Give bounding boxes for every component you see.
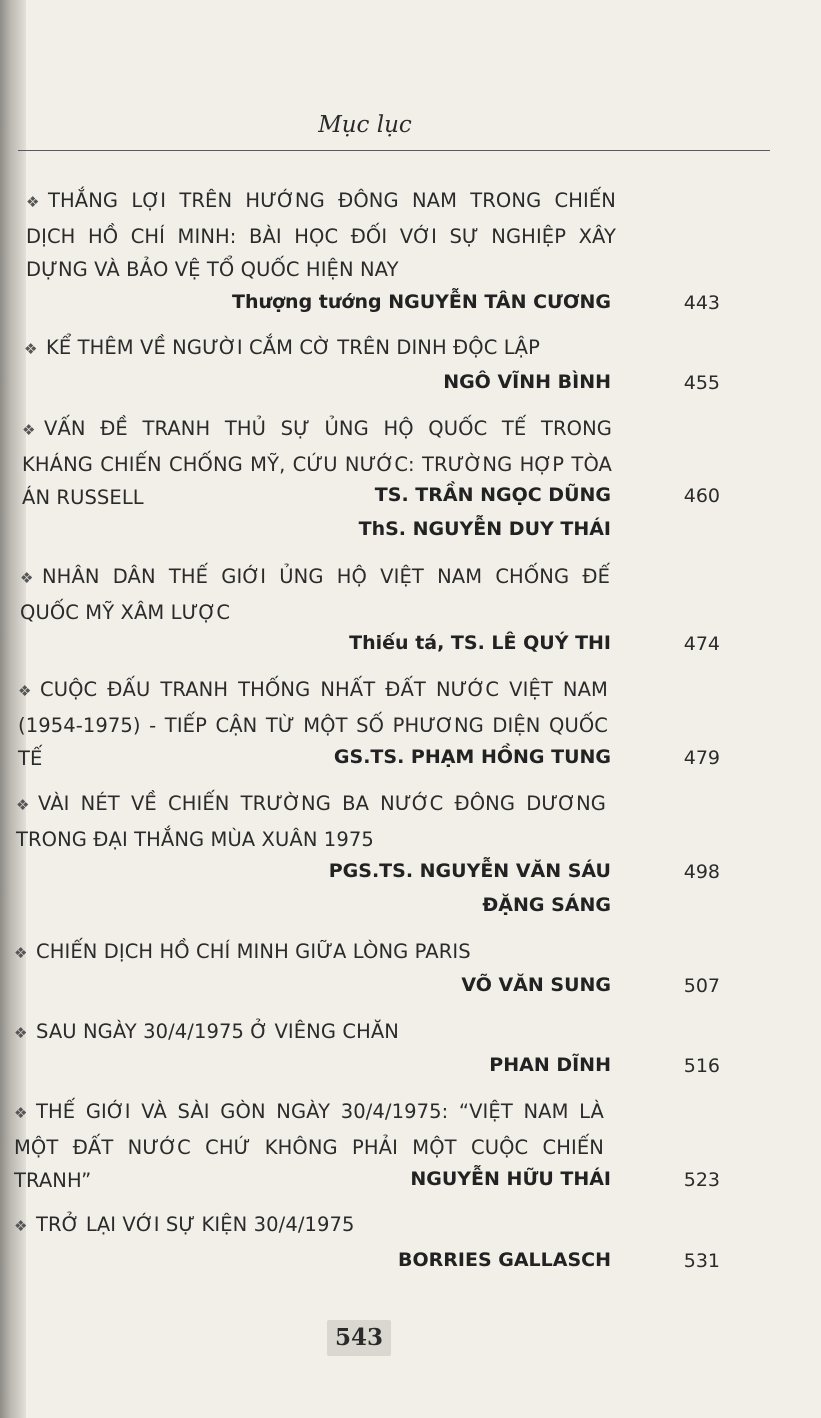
toc-entry-author: PHAN DĨNH xyxy=(489,1054,611,1076)
diamond-bullet-icon: ❖ xyxy=(14,1104,28,1122)
toc-entry-title: ❖ CHIẾN DỊCH HỒ CHÍ MINH GIỮA LÒNG PARIS xyxy=(14,935,604,971)
toc-entry-author: NGÔ VĨNH BÌNH xyxy=(443,371,611,393)
toc-entry-page-number: 455 xyxy=(683,372,720,394)
toc-entry-title: ❖ NHÂN DÂN THẾ GIỚI ỦNG HỘ VIỆT NAM CHỐNG ĐẾ QUỐC MỸ XÂM LƯỢC xyxy=(20,560,610,629)
toc-entry-page-number: 531 xyxy=(683,1250,720,1272)
toc-entry-page-number: 498 xyxy=(683,861,720,883)
toc-entry-title: ❖ THẮNG LỢI TRÊN HƯỚNG ĐÔNG NAM TRONG CHIẾN DỊCH HỒ CHÍ MINH: BÀI HỌC ĐỐI VỚI SỰ NGHIỆP XÂY DỰNG VÀ BẢO VỆ TỔ QUỐC HIỆN NAY xyxy=(26,184,616,287)
toc-entry-author: Thiếu tá, TS. LÊ QUÝ THI xyxy=(349,632,611,654)
toc-entry-author: TS. TRẦN NGỌC DŨNG xyxy=(374,484,611,506)
toc-entry-author: GS.TS. PHẠM HỒNG TUNG xyxy=(333,746,611,768)
toc-entry-author: BORRIES GALLASCH xyxy=(398,1249,611,1271)
toc-entry-page-number: 523 xyxy=(683,1169,720,1191)
toc-entry-title: ❖ THẾ GIỚI VÀ SÀI GÒN NGÀY 30/4/1975: “VIỆT NAM LÀ MỘT ĐẤT NƯỚC CHỨ KHÔNG PHẢI MỘT CUỘC CHIẾN TRANH” xyxy=(14,1095,604,1198)
toc-entry-page-number: 479 xyxy=(683,747,720,769)
toc-entry-author: NGUYỄN HỮU THÁI xyxy=(410,1168,611,1190)
toc-entry-author: VÕ VĂN SUNG xyxy=(461,974,611,996)
diamond-bullet-icon: ❖ xyxy=(22,421,36,439)
toc-entry-title: ❖ VẤN ĐỀ TRANH THỦ SỰ ỦNG HỘ QUỐC TẾ TRONG KHÁNG CHIẾN CHỐNG MỸ, CỨU NƯỚC: TRƯỜNG HỢP TÒA ÁN RUSSELL xyxy=(22,412,612,515)
diamond-bullet-icon: ❖ xyxy=(20,569,34,587)
running-header-title: Mục lục xyxy=(318,112,412,138)
toc-entry-title: ❖ KỂ THÊM VỀ NGƯỜI CẮM CỜ TRÊN DINH ĐỘC LẬP xyxy=(24,331,614,367)
toc-entry-author: Thượng tướng NGUYỄN TÂN CƯƠNG xyxy=(231,291,611,313)
diamond-bullet-icon: ❖ xyxy=(18,682,32,700)
toc-entry-author: PGS.TS. NGUYỄN VĂN SÁU xyxy=(328,860,611,882)
toc-entry-page-number: 443 xyxy=(683,292,720,314)
toc-entry-page-number: 474 xyxy=(683,633,720,655)
diamond-bullet-icon: ❖ xyxy=(26,193,40,211)
diamond-bullet-icon: ❖ xyxy=(14,944,28,962)
toc-entry-title: ❖ TRỞ LẠI VỚI SỰ KIỆN 30/4/1975 xyxy=(14,1208,604,1244)
toc-entry-coauthor: ĐẶNG SÁNG xyxy=(482,894,611,916)
toc-entry-page-number: 516 xyxy=(683,1055,720,1077)
toc-entry-title: ❖ CUỘC ĐẤU TRANH THỐNG NHẤT ĐẤT NƯỚC VIỆT NAM (1954-1975) - TIẾP CẬN TỪ MỘT SỐ PHƯƠNG DIỆN QUỐC TẾ xyxy=(18,673,608,776)
toc-entry-page-number: 460 xyxy=(683,485,720,507)
toc-entry-page-number: 507 xyxy=(683,975,720,997)
toc-entry-title: ❖ VÀI NÉT VỀ CHIẾN TRƯỜNG BA NƯỚC ĐÔNG DƯƠNG TRONG ĐẠI THẮNG MÙA XUÂN 1975 xyxy=(16,787,606,856)
toc-entry-coauthor: ThS. NGUYỄN DUY THÁI xyxy=(358,518,611,540)
toc-entry-title: ❖ SAU NGÀY 30/4/1975 Ở VIÊNG CHĂN xyxy=(14,1015,604,1051)
diamond-bullet-icon: ❖ xyxy=(16,796,30,814)
header-rule xyxy=(18,150,770,151)
diamond-bullet-icon: ❖ xyxy=(14,1024,28,1042)
diamond-bullet-icon: ❖ xyxy=(14,1217,28,1235)
diamond-bullet-icon: ❖ xyxy=(24,340,38,358)
page-number-folio: 543 xyxy=(327,1320,391,1356)
